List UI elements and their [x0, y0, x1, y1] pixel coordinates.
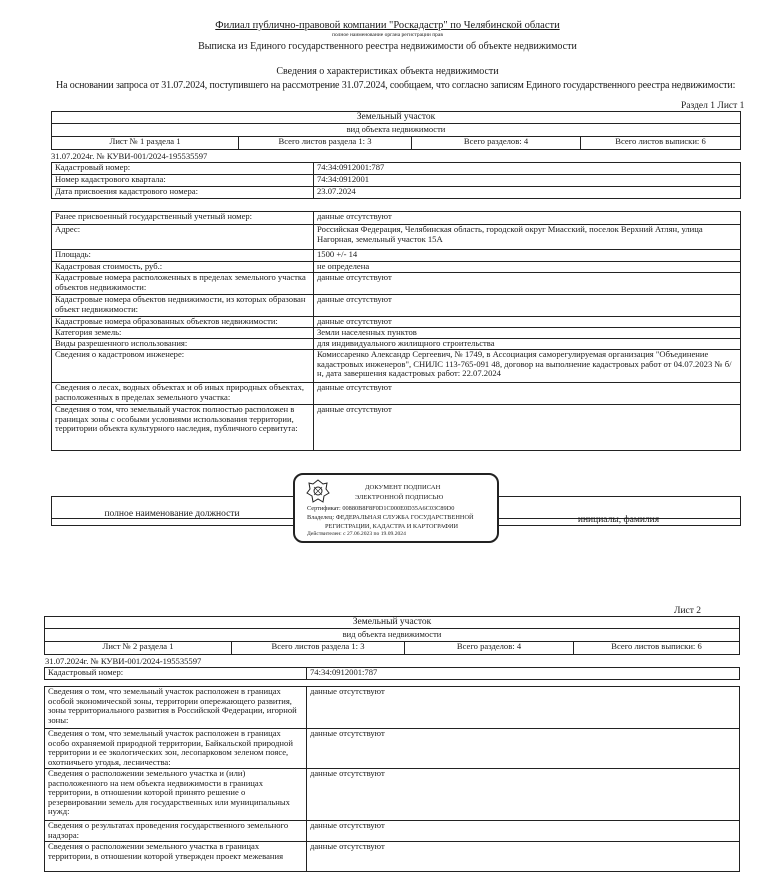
row-label: Сведения о кадастровом инженере:: [52, 350, 314, 383]
row-value: для индивидуального жилищного строительства: [314, 339, 741, 350]
stamp-line1: ДОКУМЕНТ ПОДПИСАН: [365, 484, 441, 491]
org-name: Филиал публично-правовой компании "Роскадастр" по Челябинской области: [215, 20, 560, 31]
razdel-label: Раздел 1 Лист 1: [681, 101, 745, 111]
row-value: данные отсутствуют: [307, 821, 740, 842]
sheet2-object-type-sub: вид объекта недвижимости: [342, 629, 442, 639]
row-label: Дата присвоения кадастрового номера:: [52, 187, 314, 199]
row-value: данные отсутствуют: [314, 295, 741, 317]
row-value: 74:34:0912001:787: [307, 668, 740, 680]
row-label: Сведения о расположении земельного участка в границах территории, в отношении которой утвержден проект межевания: [45, 842, 307, 872]
stamp-line2: ЭЛЕКТРОННОЙ ПОДПИСЬЮ: [355, 494, 444, 501]
row-label: Сведения о расположении земельного участка и (или) расположенного на нем объекта недвижимости в границах территории, в отношении которой принято решение о резервировании земель для государственных или муниципальных нужд:: [45, 769, 307, 821]
row-label: Сведения о том, что земельный участок полностью расположен в границах зоны с особыми условиями использования территории, территории объекта культурного наследия, публичного сервитута:: [52, 405, 314, 451]
sheet1-meta-table: [51, 136, 741, 150]
stamp-cert: Сертификат: 00880B8F8F0D1C000E0D35A6C03C89D0: [307, 505, 455, 512]
row-label: Сведения о том, что земельный участок расположен в границах особо охраняемой природной территории, Байкальской природной территории и ее экологических зон, лесопарковом зеленом поясе, охотничьего угодья, лесничества:: [45, 729, 307, 769]
list-label: Лист № 1 раздела 1: [52, 137, 239, 150]
row-value: Комиссаренко Александр Сергеевич, № 1749, в Ассоциация саморегулируемая организация "Объединение кадастровых инженеров", СНИЛС 113-765-091 48, договор на выполнение кадастровых работ от 04.07.2023 № б/н, дата завершения кадастровых работ: 22.07.2024: [314, 350, 741, 383]
row-label: Кадастровые номера объектов недвижимости, из которых образован объект недвижимости:: [52, 295, 314, 317]
row-label: Виды разрешенного использования:: [52, 339, 314, 350]
stamp-owner2: РЕГИСТРАЦИИ, КАДАСТРА И КАРТОГРАФИИ: [325, 523, 459, 530]
electronic-signature-stamp: [293, 473, 499, 543]
row-value: 74:34:0912001: [314, 175, 741, 187]
sheet1-top-table: [51, 162, 741, 199]
row-label: Сведения о том, что земельный участок расположен в границах особой экономической зоны, территории опережающего развития, зоны территориального развития в Российской Федерации, игорной зоны:: [45, 687, 307, 729]
section-title: Сведения о характеристиках объекта недвижимости: [276, 66, 499, 77]
sheet2-doc-number: 31.07.2024г. № КУВИ-001/2024-195535597: [45, 656, 202, 666]
sheet2-meta-table: [44, 641, 740, 655]
object-type-sub: вид объекта недвижимости: [346, 124, 446, 134]
object-type-box: [51, 111, 741, 137]
total-sheets: Всего листов выписки: 6: [574, 642, 740, 655]
row-label: Кадастровый номер:: [52, 163, 314, 175]
doc-number: 31.07.2024г. № КУВИ-001/2024-195535597: [51, 151, 208, 161]
object-type: Земельный участок: [356, 112, 436, 122]
row-value: 1500 +/- 14: [314, 250, 741, 262]
org-subtitle: полное наименование органа регистрации прав: [332, 32, 443, 38]
row-value: данные отсутствуют: [314, 273, 741, 295]
row-label: Адрес:: [52, 225, 314, 250]
sheet2-list-no: Лист 2: [674, 606, 702, 616]
list-label: Лист № 2 раздела 1: [45, 642, 232, 655]
name-label: инициалы, фамилия: [577, 515, 660, 525]
row-label: Сведения о лесах, водных объектах и об иных природных объектах, расположенных в пределах земельного участка:: [52, 383, 314, 405]
row-value: данные отсутствуют: [307, 687, 740, 729]
sheet1-main-table: [51, 211, 741, 451]
row-label: Кадастровая стоимость, руб.:: [52, 262, 314, 273]
row-label: Сведения о результатах проведения государственного земельного надзора:: [45, 821, 307, 842]
total-sheets-section: Всего листов раздела 1: 3: [232, 642, 405, 655]
row-value: Земли населенных пунктов: [314, 328, 741, 339]
row-label: Кадастровые номера расположенных в пределах земельного участка объектов недвижимости:: [52, 273, 314, 295]
emblem-icon: [305, 478, 331, 506]
total-sheets: Всего листов выписки: 6: [581, 137, 741, 150]
row-value: данные отсутствуют: [307, 842, 740, 872]
row-label: Категория земель:: [52, 328, 314, 339]
row-label: Кадастровые номера образованных объектов недвижимости:: [52, 317, 314, 328]
row-value: данные отсутствуют: [314, 405, 741, 451]
row-value: данные отсутствуют: [314, 383, 741, 405]
document-title: Выписка из Единого государственного реестра недвижимости об объекте недвижимости: [198, 41, 577, 52]
row-value: Российская Федерация, Челябинская область, городской округ Миасский, поселок Верхний Атлян, улица Нагорная, земельный участок 15А: [314, 225, 741, 250]
stamp-owner1: Владелец: ФЕДЕРАЛЬНАЯ СЛУЖБА ГОСУДАРСТВЕННОЙ: [307, 514, 474, 521]
row-value: данные отсутствуют: [314, 212, 741, 225]
row-value: 23.07.2024: [314, 187, 741, 199]
total-sections: Всего разделов: 4: [412, 137, 581, 150]
sheet2-object-type: Земельный участок: [352, 617, 432, 627]
row-value: данные отсутствуют: [307, 769, 740, 821]
row-label: Площадь:: [52, 250, 314, 262]
stamp-valid: Действителен: с 27.06.2023 по 19.09.2024: [307, 531, 406, 537]
row-value: данные отсутствуют: [314, 317, 741, 328]
intro-text: На основании запроса от 31.07.2024, поступившего на рассмотрение 31.07.2024, сообщаем, что согласно записям Единого государственного реестра недвижимости:: [56, 80, 736, 91]
row-label: Кадастровый номер:: [45, 668, 307, 680]
sheet2-main-table: [44, 686, 740, 872]
row-label: Номер кадастрового квартала:: [52, 175, 314, 187]
row-label: Ранее присвоенный государственный учетный номер:: [52, 212, 314, 225]
sheet2-object-type-box: [44, 616, 740, 642]
row-value: 74:34:0912001:787: [314, 163, 741, 175]
sheet2-cad-table: [44, 667, 740, 680]
row-value: не определена: [314, 262, 741, 273]
total-sheets-section: Всего листов раздела 1: 3: [239, 137, 412, 150]
total-sections: Всего разделов: 4: [405, 642, 574, 655]
row-value: данные отсутствуют: [307, 729, 740, 769]
position-label: полное наименование должности: [104, 509, 240, 519]
